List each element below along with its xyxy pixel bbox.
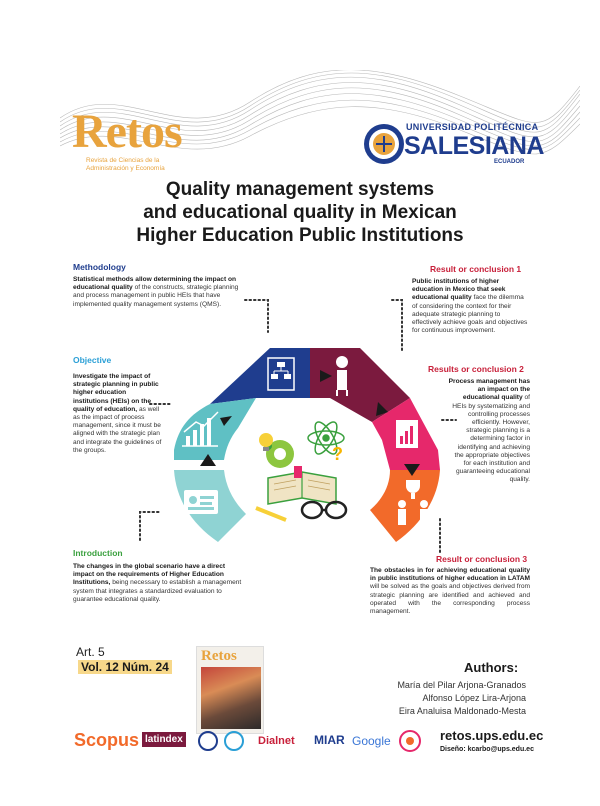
scopus-logo: Scopus: [74, 730, 140, 750]
question-mark-icon: [332, 444, 343, 464]
bar-chart-document-icon: [396, 420, 418, 448]
journal-cover: [196, 646, 264, 734]
article-number: Art. 5: [76, 645, 105, 659]
objective-body: as well as the impact of process management, since it must be aligned with the strategic plan and integrate the guidelines of the groups.: [73, 405, 162, 454]
introduction-bold: The changes in the global scenario have a direct impact on the requirements of Higher Education Institutions,: [73, 563, 226, 587]
pencil-icon: [256, 508, 286, 520]
journal-name: Retos: [72, 105, 182, 158]
objective-heading: Objective: [73, 355, 112, 365]
author-1: María del Pilar Arjona-Granados: [397, 680, 526, 690]
latindex-logo: latindex: [142, 732, 186, 747]
glasses-icon: [302, 502, 346, 518]
segment-methodology: [210, 348, 310, 404]
id-card-icon: [184, 490, 218, 514]
methodology-body: of the constructs, strategic planning and process management in public HEIs that have implemented quality management systems (QMS).: [73, 284, 239, 308]
result3-bold: The obstacles in for achieving educational quality in public institutions of higher education in LATAM: [370, 567, 530, 583]
introduction-heading: Introduction: [73, 548, 123, 558]
result2-heading: Results or conclusion 2: [428, 364, 524, 374]
cover-title: Retos: [201, 648, 237, 664]
result1-bold: Public institutions of higher education in Mexico that seek educational quality: [412, 278, 506, 302]
design-credit: Diseño: kcarbo@ups.edu.ec: [440, 746, 534, 753]
authors-heading: Authors:: [464, 660, 519, 675]
result3-heading: Result or conclusion 3: [436, 554, 528, 564]
swirl-logo-icon: [396, 728, 424, 754]
volume-number: Vol. 12 Núm. 24: [78, 660, 172, 674]
author-2: Alfonso López Lira-Arjona: [422, 693, 526, 703]
journal-tagline: Revista de Ciencias de la Administración y Economía: [86, 157, 165, 172]
cover-image: [201, 667, 261, 729]
result2-body: of HEIs by systematizing and controlling processes efficiently. However, strategic planning is a determining factor in identifying and achieving the appropriate objectives for each institution and guaranteeing educational quality.: [452, 394, 530, 484]
miar-logo: MIAR: [314, 733, 345, 747]
university-line2: SALESIANA: [404, 132, 544, 160]
methodology-bold: Statistical methods allow determining the impact on educational quality: [73, 276, 237, 292]
title-line-3: Higher Education Public Institutions: [136, 225, 464, 246]
open-book-icon: [268, 466, 336, 504]
dialnet-logo: Dialnet: [258, 735, 295, 747]
journal-url[interactable]: retos.ups.edu.ec: [440, 728, 544, 743]
methodology-heading: Methodology: [73, 262, 126, 272]
title-line-2: and educational quality in Mexican: [143, 202, 457, 223]
university-line1: UNIVERSIDAD POLITÉCNICA: [406, 122, 539, 132]
objective-bold: Investigate the impact of strategic planning in public higher education institutions (HEIs) on the quality of education,: [73, 373, 159, 413]
title-line-1: Quality management systems: [165, 179, 435, 200]
svg-text:?: ?: [332, 444, 343, 464]
author-3: Eira Analuisa Maldonado-Mesta: [398, 706, 526, 716]
introduction-body: being necessary to establish a management system that integrates a standardized evaluation to guarantee educational quality.: [73, 579, 242, 603]
segment-objective: [174, 398, 256, 460]
result3-body: will be solved as the goals and objectives derived from strategic planning are identified and achieved and operated with the corresponding process management.: [370, 583, 530, 616]
result2-bold: Process management has an impact on the educational quality: [448, 378, 530, 402]
result1-heading: Result or conclusion 1: [430, 264, 522, 274]
google-logo: Google: [352, 734, 391, 748]
lightbulb-person-icon: [336, 356, 348, 396]
university-line3: ECUADOR: [494, 159, 525, 165]
seal-logos-icon: [198, 730, 246, 752]
result1-body: face the dilemma of considering the context for their adequate strategic planning to effectively achieve goals and objectives for continuous improvement.: [412, 294, 528, 335]
process-wheel: [160, 320, 450, 550]
